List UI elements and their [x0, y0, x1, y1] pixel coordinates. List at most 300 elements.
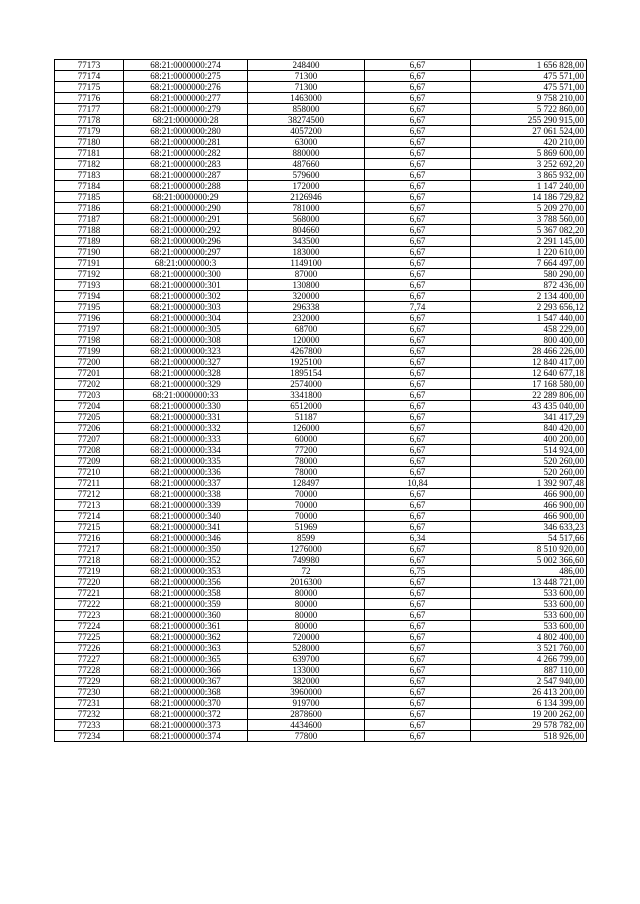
- cadastral-value-cell: 514 924,00: [471, 445, 587, 456]
- cadastral-value-cell: 1 656 828,00: [471, 60, 587, 71]
- cadastral-value-cell: 7 664 497,00: [471, 258, 587, 269]
- table-row: [55, 456, 587, 467]
- table-row: [55, 280, 587, 291]
- cadastral-value-cell: 458 229,00: [471, 324, 587, 335]
- cadastral-number-cell: 68:21:0000000:341: [124, 522, 248, 533]
- area-cell: 63000: [248, 137, 365, 148]
- table-row: [55, 544, 587, 555]
- cadastral-value-cell: 13 448 721,00: [471, 577, 587, 588]
- row-number-cell: 77210: [55, 467, 124, 478]
- cadastral-value-cell: 12 640 677,18: [471, 368, 587, 379]
- area-cell: 172000: [248, 181, 365, 192]
- cadastral-value-cell: 4 266 799,00: [471, 654, 587, 665]
- area-cell: 68700: [248, 324, 365, 335]
- cadastral-number-cell: 68:21:0000000:282: [124, 148, 248, 159]
- area-cell: 126000: [248, 423, 365, 434]
- area-cell: 80000: [248, 599, 365, 610]
- area-cell: 320000: [248, 291, 365, 302]
- table-row: [55, 533, 587, 544]
- cadastral-number-cell: 68:21:0000000:330: [124, 401, 248, 412]
- rate-cell: 6,67: [365, 291, 471, 302]
- cadastral-value-cell: 26 413 200,00: [471, 687, 587, 698]
- cadastral-value-cell: 533 600,00: [471, 621, 587, 632]
- area-cell: 72: [248, 566, 365, 577]
- rate-cell: 6,67: [365, 368, 471, 379]
- area-cell: 80000: [248, 588, 365, 599]
- cadastral-number-cell: 68:21:0000000:274: [124, 60, 248, 71]
- cadastral-value-cell: 400 200,00: [471, 434, 587, 445]
- cadastral-number-cell: 68:21:0000000:362: [124, 632, 248, 643]
- row-number-cell: 77200: [55, 357, 124, 368]
- cadastral-number-cell: 68:21:0000000:360: [124, 610, 248, 621]
- cadastral-value-cell: 6 134 399,00: [471, 698, 587, 709]
- cadastral-number-cell: 68:21:0000000:358: [124, 588, 248, 599]
- table-row: [55, 500, 587, 511]
- cadastral-value-cell: 872 436,00: [471, 280, 587, 291]
- table-row: [55, 225, 587, 236]
- row-number-cell: 77206: [55, 423, 124, 434]
- rate-cell: 6,67: [365, 346, 471, 357]
- row-number-cell: 77212: [55, 489, 124, 500]
- row-number-cell: 77177: [55, 104, 124, 115]
- table-row: [55, 610, 587, 621]
- row-number-cell: 77205: [55, 412, 124, 423]
- area-cell: 77200: [248, 445, 365, 456]
- area-cell: 568000: [248, 214, 365, 225]
- area-cell: 3960000: [248, 687, 365, 698]
- table-row: [55, 126, 587, 137]
- area-cell: 51969: [248, 522, 365, 533]
- row-number-cell: 77217: [55, 544, 124, 555]
- area-cell: 80000: [248, 610, 365, 621]
- area-cell: 78000: [248, 456, 365, 467]
- table-row: [55, 698, 587, 709]
- cadastral-value-cell: 5 002 366,60: [471, 555, 587, 566]
- row-number-cell: 77202: [55, 379, 124, 390]
- table-row: [55, 170, 587, 181]
- table-row: [55, 71, 587, 82]
- row-number-cell: 77211: [55, 478, 124, 489]
- cadastral-value-cell: 12 840 417,00: [471, 357, 587, 368]
- table-row: [55, 93, 587, 104]
- area-cell: 858000: [248, 104, 365, 115]
- area-cell: 2878600: [248, 709, 365, 720]
- cadastral-value-cell: 2 291 145,00: [471, 236, 587, 247]
- area-cell: 77800: [248, 731, 365, 742]
- rate-cell: 6,67: [365, 423, 471, 434]
- rate-cell: 7,74: [365, 302, 471, 313]
- cadastral-number-cell: 68:21:0000000:336: [124, 467, 248, 478]
- area-cell: 4057200: [248, 126, 365, 137]
- rate-cell: 6,67: [365, 445, 471, 456]
- cadastral-value-cell: 29 578 782,00: [471, 720, 587, 731]
- cadastral-number-cell: 68:21:0000000:340: [124, 511, 248, 522]
- rate-cell: 6,67: [365, 643, 471, 654]
- cadastral-number-cell: 68:21:0000000:346: [124, 533, 248, 544]
- table-row: [55, 577, 587, 588]
- table-row: [55, 467, 587, 478]
- cadastral-value-cell: 1 220 610,00: [471, 247, 587, 258]
- row-number-cell: 77198: [55, 335, 124, 346]
- cadastral-value-table: [54, 59, 587, 742]
- cadastral-number-cell: 68:21:0000000:368: [124, 687, 248, 698]
- table-row: [55, 599, 587, 610]
- cadastral-number-cell: 68:21:0000000:287: [124, 170, 248, 181]
- row-number-cell: 77182: [55, 159, 124, 170]
- rate-cell: 6,67: [365, 181, 471, 192]
- cadastral-number-cell: 68:21:0000000:323: [124, 346, 248, 357]
- table-row: [55, 159, 587, 170]
- rate-cell: 6,67: [365, 489, 471, 500]
- cadastral-number-cell: 68:21:0000000:300: [124, 269, 248, 280]
- table-row: [55, 555, 587, 566]
- table-row: [55, 236, 587, 247]
- cadastral-number-cell: 68:21:0000000:367: [124, 676, 248, 687]
- cadastral-number-cell: 68:21:0000000:370: [124, 698, 248, 709]
- cadastral-number-cell: 68:21:0000000:352: [124, 555, 248, 566]
- area-cell: 1149100: [248, 258, 365, 269]
- row-number-cell: 77204: [55, 401, 124, 412]
- cadastral-number-cell: 68:21:0000000:281: [124, 137, 248, 148]
- table-row: [55, 148, 587, 159]
- table-row: [55, 368, 587, 379]
- row-number-cell: 77187: [55, 214, 124, 225]
- cadastral-number-cell: 68:21:0000000:29: [124, 192, 248, 203]
- cadastral-value-cell: 5 722 860,00: [471, 104, 587, 115]
- row-number-cell: 77216: [55, 533, 124, 544]
- row-number-cell: 77184: [55, 181, 124, 192]
- row-number-cell: 77188: [55, 225, 124, 236]
- table-row: [55, 390, 587, 401]
- cadastral-value-cell: 2 293 656,12: [471, 302, 587, 313]
- cadastral-number-cell: 68:21:0000000:339: [124, 500, 248, 511]
- row-number-cell: 77219: [55, 566, 124, 577]
- cadastral-number-cell: 68:21:0000000:291: [124, 214, 248, 225]
- cadastral-number-cell: 68:21:0000000:332: [124, 423, 248, 434]
- table-row: [55, 324, 587, 335]
- row-number-cell: 77194: [55, 291, 124, 302]
- rate-cell: 6,67: [365, 731, 471, 742]
- row-number-cell: 77195: [55, 302, 124, 313]
- rate-cell: 6,67: [365, 170, 471, 181]
- rate-cell: 10,84: [365, 478, 471, 489]
- cadastral-value-cell: 43 435 040,00: [471, 401, 587, 412]
- rate-cell: 6,67: [365, 621, 471, 632]
- cadastral-value-cell: 5 209 270,00: [471, 203, 587, 214]
- area-cell: 919700: [248, 698, 365, 709]
- cadastral-number-cell: 68:21:0000000:350: [124, 544, 248, 555]
- table-row: [55, 621, 587, 632]
- area-cell: 487660: [248, 159, 365, 170]
- cadastral-value-cell: 1 147 240,00: [471, 181, 587, 192]
- rate-cell: 6,75: [365, 566, 471, 577]
- area-cell: 382000: [248, 676, 365, 687]
- cadastral-value-cell: 19 200 262,00: [471, 709, 587, 720]
- cadastral-number-cell: 68:21:0000000:297: [124, 247, 248, 258]
- cadastral-value-cell: 520 260,00: [471, 467, 587, 478]
- rate-cell: 6,67: [365, 236, 471, 247]
- area-cell: 720000: [248, 632, 365, 643]
- table-row: [55, 478, 587, 489]
- cadastral-value-cell: 3 252 692,20: [471, 159, 587, 170]
- cadastral-value-cell: 887 110,00: [471, 665, 587, 676]
- row-number-cell: 77222: [55, 599, 124, 610]
- row-number-cell: 77203: [55, 390, 124, 401]
- area-cell: 248400: [248, 60, 365, 71]
- area-cell: 2574000: [248, 379, 365, 390]
- rate-cell: 6,67: [365, 225, 471, 236]
- area-cell: 71300: [248, 71, 365, 82]
- cadastral-value-cell: 9 758 210,00: [471, 93, 587, 104]
- cadastral-value-cell: 8 510 920,00: [471, 544, 587, 555]
- row-number-cell: 77176: [55, 93, 124, 104]
- rate-cell: 6,67: [365, 159, 471, 170]
- area-cell: 2016300: [248, 577, 365, 588]
- rate-cell: 6,67: [365, 577, 471, 588]
- table-row: [55, 676, 587, 687]
- area-cell: 70000: [248, 511, 365, 522]
- table-row: [55, 214, 587, 225]
- rate-cell: 6,67: [365, 654, 471, 665]
- table-row: [55, 423, 587, 434]
- table-row: [55, 731, 587, 742]
- row-number-cell: 77230: [55, 687, 124, 698]
- rate-cell: 6,67: [365, 555, 471, 566]
- rate-cell: 6,67: [365, 379, 471, 390]
- cadastral-number-cell: 68:21:0000000:356: [124, 577, 248, 588]
- row-number-cell: 77229: [55, 676, 124, 687]
- rate-cell: 6,67: [365, 126, 471, 137]
- cadastral-number-cell: 68:21:0000000:290: [124, 203, 248, 214]
- cadastral-value-cell: 466 900,00: [471, 511, 587, 522]
- cadastral-value-cell: 5 869 600,00: [471, 148, 587, 159]
- cadastral-number-cell: 68:21:0000000:301: [124, 280, 248, 291]
- rate-cell: 6,67: [365, 511, 471, 522]
- table-row: [55, 346, 587, 357]
- area-cell: 6512000: [248, 401, 365, 412]
- rate-cell: 6,67: [365, 203, 471, 214]
- area-cell: 1276000: [248, 544, 365, 555]
- row-number-cell: 77186: [55, 203, 124, 214]
- rate-cell: 6,67: [365, 720, 471, 731]
- rate-cell: 6,67: [365, 60, 471, 71]
- cadastral-value-cell: 466 900,00: [471, 500, 587, 511]
- cadastral-value-cell: 840 420,00: [471, 423, 587, 434]
- table-row: [55, 258, 587, 269]
- row-number-cell: 77189: [55, 236, 124, 247]
- table-row: [55, 588, 587, 599]
- table-row: [55, 401, 587, 412]
- cadastral-number-cell: 68:21:0000000:353: [124, 566, 248, 577]
- row-number-cell: 77185: [55, 192, 124, 203]
- area-cell: 60000: [248, 434, 365, 445]
- area-cell: 183000: [248, 247, 365, 258]
- table-row: [55, 137, 587, 148]
- cadastral-value-cell: 800 400,00: [471, 335, 587, 346]
- cadastral-value-cell: 475 571,00: [471, 71, 587, 82]
- rate-cell: 6,67: [365, 401, 471, 412]
- area-cell: 1895154: [248, 368, 365, 379]
- row-number-cell: 77207: [55, 434, 124, 445]
- rate-cell: 6,67: [365, 192, 471, 203]
- rate-cell: 6,67: [365, 82, 471, 93]
- cadastral-number-cell: 68:21:0000000:279: [124, 104, 248, 115]
- cadastral-value-cell: 255 290 915,00: [471, 115, 587, 126]
- rate-cell: 6,67: [365, 632, 471, 643]
- cadastral-value-cell: 17 168 580,00: [471, 379, 587, 390]
- cadastral-number-cell: 68:21:0000000:3: [124, 258, 248, 269]
- area-cell: 8599: [248, 533, 365, 544]
- row-number-cell: 77224: [55, 621, 124, 632]
- row-number-cell: 77225: [55, 632, 124, 643]
- cadastral-value-cell: 533 600,00: [471, 588, 587, 599]
- cadastral-value-cell: 22 289 806,00: [471, 390, 587, 401]
- row-number-cell: 77190: [55, 247, 124, 258]
- row-number-cell: 77180: [55, 137, 124, 148]
- table-row: [55, 522, 587, 533]
- cadastral-value-cell: 2 547 940,00: [471, 676, 587, 687]
- cadastral-value-cell: 54 517,66: [471, 533, 587, 544]
- row-number-cell: 77228: [55, 665, 124, 676]
- cadastral-number-cell: 68:21:0000000:304: [124, 313, 248, 324]
- cadastral-value-cell: 1 547 440,00: [471, 313, 587, 324]
- area-cell: 804660: [248, 225, 365, 236]
- row-number-cell: 77233: [55, 720, 124, 731]
- row-number-cell: 77192: [55, 269, 124, 280]
- cadastral-value-cell: 28 466 226,00: [471, 346, 587, 357]
- table-row: [55, 720, 587, 731]
- cadastral-number-cell: 68:21:0000000:337: [124, 478, 248, 489]
- cadastral-number-cell: 68:21:0000000:338: [124, 489, 248, 500]
- row-number-cell: 77231: [55, 698, 124, 709]
- table-row: [55, 335, 587, 346]
- area-cell: 639700: [248, 654, 365, 665]
- rate-cell: 6,67: [365, 709, 471, 720]
- area-cell: 128497: [248, 478, 365, 489]
- row-number-cell: 77173: [55, 60, 124, 71]
- cadastral-value-cell: 580 290,00: [471, 269, 587, 280]
- cadastral-number-cell: 68:21:0000000:329: [124, 379, 248, 390]
- rate-cell: 6,67: [365, 610, 471, 621]
- cadastral-number-cell: 68:21:0000000:361: [124, 621, 248, 632]
- rate-cell: 6,67: [365, 357, 471, 368]
- cadastral-number-cell: 68:21:0000000:327: [124, 357, 248, 368]
- rate-cell: 6,34: [365, 533, 471, 544]
- cadastral-number-cell: 68:21:0000000:334: [124, 445, 248, 456]
- table-row: [55, 203, 587, 214]
- cadastral-value-cell: 3 521 760,00: [471, 643, 587, 654]
- row-number-cell: 77234: [55, 731, 124, 742]
- cadastral-number-cell: 68:21:0000000:288: [124, 181, 248, 192]
- cadastral-value-cell: 2 134 400,00: [471, 291, 587, 302]
- row-number-cell: 77181: [55, 148, 124, 159]
- table-row: [55, 192, 587, 203]
- rate-cell: 6,67: [365, 324, 471, 335]
- table-row: [55, 445, 587, 456]
- table-row: [55, 302, 587, 313]
- rate-cell: 6,67: [365, 467, 471, 478]
- cadastral-value-cell: 475 571,00: [471, 82, 587, 93]
- cadastral-value-cell: 3 865 932,00: [471, 170, 587, 181]
- rate-cell: 6,67: [365, 137, 471, 148]
- row-number-cell: 77213: [55, 500, 124, 511]
- rate-cell: 6,67: [365, 500, 471, 511]
- row-number-cell: 77221: [55, 588, 124, 599]
- cadastral-number-cell: 68:21:0000000:283: [124, 159, 248, 170]
- table-row: [55, 104, 587, 115]
- cadastral-number-cell: 68:21:0000000:372: [124, 709, 248, 720]
- cadastral-number-cell: 68:21:0000000:305: [124, 324, 248, 335]
- rate-cell: 6,67: [365, 698, 471, 709]
- area-cell: 133000: [248, 665, 365, 676]
- table-row: [55, 82, 587, 93]
- rate-cell: 6,67: [365, 335, 471, 346]
- cadastral-value-cell: 14 186 729,82: [471, 192, 587, 203]
- table-row: [55, 60, 587, 71]
- table-row: [55, 709, 587, 720]
- table-row: [55, 511, 587, 522]
- area-cell: 2126946: [248, 192, 365, 203]
- cadastral-value-cell: 346 633,23: [471, 522, 587, 533]
- cadastral-number-cell: 68:21:0000000:302: [124, 291, 248, 302]
- row-number-cell: 77197: [55, 324, 124, 335]
- table-body: [55, 60, 587, 742]
- area-cell: 70000: [248, 500, 365, 511]
- cadastral-value-cell: 533 600,00: [471, 599, 587, 610]
- area-cell: 80000: [248, 621, 365, 632]
- table-row: [55, 566, 587, 577]
- area-cell: 880000: [248, 148, 365, 159]
- cadastral-value-cell: 1 392 907,48: [471, 478, 587, 489]
- rate-cell: 6,67: [365, 412, 471, 423]
- cadastral-value-cell: 533 600,00: [471, 610, 587, 621]
- cadastral-number-cell: 68:21:0000000:275: [124, 71, 248, 82]
- table-row: [55, 115, 587, 126]
- rate-cell: 6,67: [365, 313, 471, 324]
- cadastral-number-cell: 68:21:0000000:374: [124, 731, 248, 742]
- cadastral-value-cell: 27 061 524,00: [471, 126, 587, 137]
- cadastral-number-cell: 68:21:0000000:366: [124, 665, 248, 676]
- row-number-cell: 77232: [55, 709, 124, 720]
- row-number-cell: 77215: [55, 522, 124, 533]
- cadastral-number-cell: 68:21:0000000:331: [124, 412, 248, 423]
- rate-cell: 6,67: [365, 280, 471, 291]
- cadastral-value-cell: 486,00: [471, 566, 587, 577]
- row-number-cell: 77218: [55, 555, 124, 566]
- cadastral-number-cell: 68:21:0000000:328: [124, 368, 248, 379]
- row-number-cell: 77227: [55, 654, 124, 665]
- table-row: [55, 313, 587, 324]
- area-cell: 120000: [248, 335, 365, 346]
- cadastral-number-cell: 68:21:0000000:276: [124, 82, 248, 93]
- row-number-cell: 77196: [55, 313, 124, 324]
- area-cell: 749980: [248, 555, 365, 566]
- table-row: [55, 181, 587, 192]
- area-cell: 528000: [248, 643, 365, 654]
- area-cell: 232000: [248, 313, 365, 324]
- rate-cell: 6,67: [365, 456, 471, 467]
- rate-cell: 6,67: [365, 434, 471, 445]
- rate-cell: 6,67: [365, 390, 471, 401]
- rate-cell: 6,67: [365, 247, 471, 258]
- area-cell: 38274500: [248, 115, 365, 126]
- cadastral-number-cell: 68:21:0000000:359: [124, 599, 248, 610]
- row-number-cell: 77201: [55, 368, 124, 379]
- area-cell: 3341800: [248, 390, 365, 401]
- cadastral-value-cell: 520 260,00: [471, 456, 587, 467]
- table-row: [55, 489, 587, 500]
- area-cell: 1925100: [248, 357, 365, 368]
